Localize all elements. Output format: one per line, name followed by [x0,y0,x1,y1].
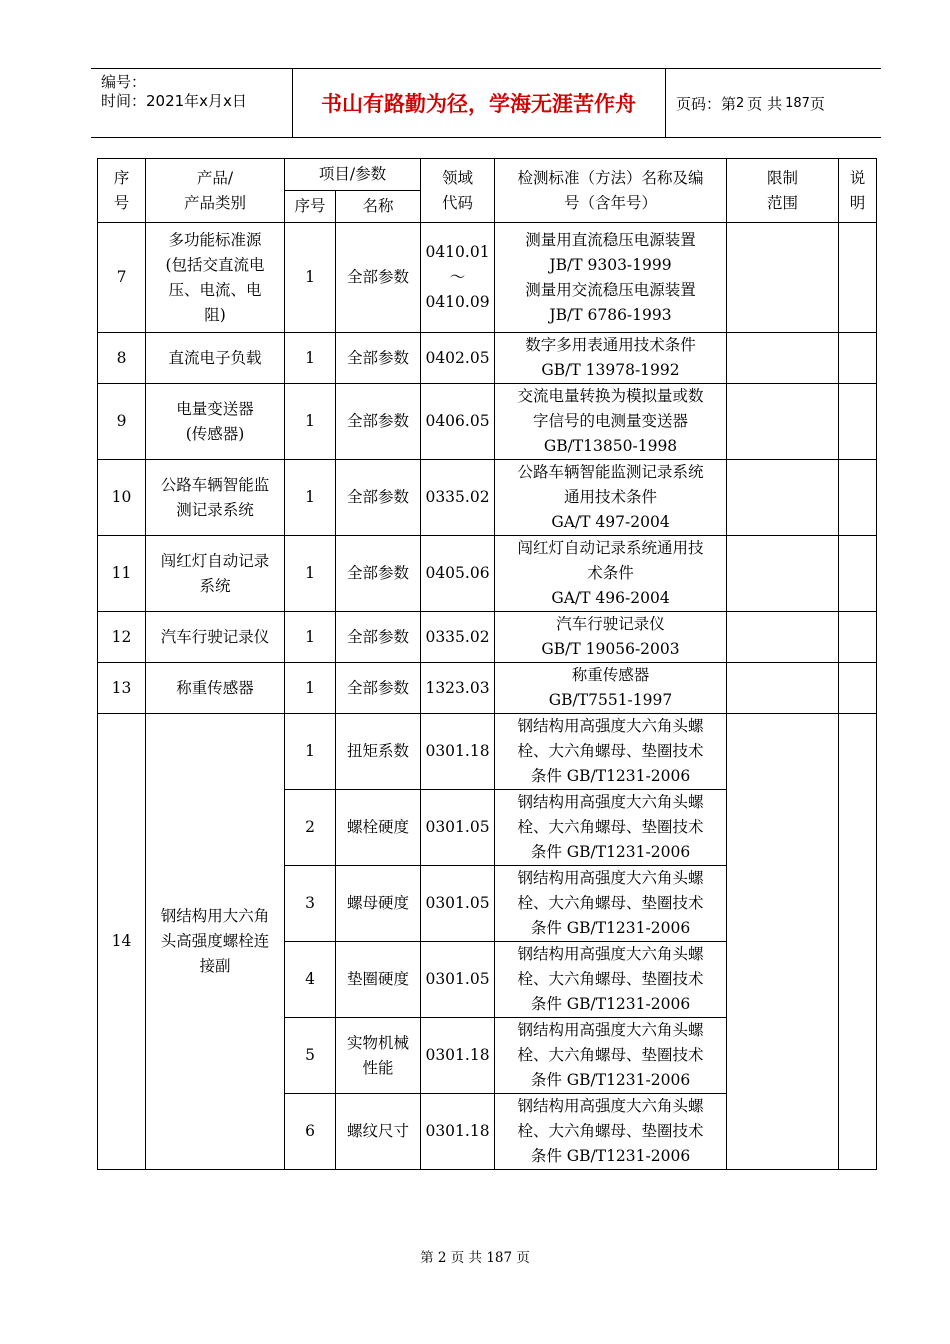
cell-line: 实物机械 [347,1033,410,1052]
cell-line: 螺纹尺寸 [347,1122,410,1140]
cell-line: 电量变送器 [176,399,254,418]
cell-line: 汽车行驶记录仪 [160,627,270,646]
cell-line: 扭矩系数 [347,742,410,760]
header-standard [495,159,727,223]
cell-standard [495,866,727,942]
cell-line: GA/T 496-2004 [551,589,670,607]
cell-item-name [336,866,421,942]
cell-line: 通用技术条件 [564,488,658,506]
cell-line: 公路车辆智能监测记录系统 [517,463,704,481]
header-standard-text: 号（含年号） [564,193,658,212]
table-row [98,612,877,663]
cell-line: 字信号的电测量变送器 [533,412,689,430]
cell-domain: 0301.18 [421,714,495,790]
header-meta [101,73,247,111]
cell-line: 性能 [362,1058,394,1077]
cell-standard [495,790,727,866]
header-sub-name: 名称 [336,191,421,223]
cell-seq: 10 [98,460,146,536]
header-sub-seq: 序号 [285,191,336,223]
cell-line: 直流电子负载 [168,348,262,367]
header-seq-text: 号 [113,193,130,212]
cell-item-seq: 3 [285,866,336,942]
cell-note [839,714,877,1170]
doc-number-label: 编号： [101,73,147,91]
cell-line: GB/T 19056-2003 [541,640,680,658]
header-page-info [676,69,825,137]
cell-line: GB/T13850-1998 [543,437,678,455]
cell-seq: 8 [98,333,146,384]
cell-product [146,536,285,612]
table-header-row [98,159,877,191]
cell-line: 0406.05 [425,412,490,430]
cell-limit [727,333,839,384]
header-item-param: 项目/参数 [285,159,421,191]
cell-line: 钢结构用高强度大六角头螺 [517,1097,704,1115]
cell-item-seq: 1 [285,714,336,790]
cell-domain: 0301.18 [421,1094,495,1170]
cell-seq: 7 [98,223,146,333]
cell-standard [495,663,727,714]
header-standard-text: 检测标准（方法）名称及编 [517,168,704,187]
page-footer: 第 2 页 共 187 页 [420,1250,530,1266]
cell-item-name [336,1018,421,1094]
header-domain-text: 代码 [442,193,474,212]
cell-line: 栓、大六角螺母、垫圈技术 [517,1046,704,1064]
header-seq-text: 序 [113,168,130,187]
cell-line: 栓、大六角螺母、垫圈技术 [517,1122,704,1140]
cell-note [839,460,877,536]
cell-standard [495,942,727,1018]
cell-line: GB/T 13978-1992 [541,361,680,379]
header-seq [98,159,146,223]
cell-item-name: 全部参数 [336,223,421,333]
cell-line: 1323.03 [425,678,490,697]
cell-item-seq: 1 [285,333,336,384]
cell-limit [727,714,839,1170]
cell-line: 栓、大六角螺母、垫圈技术 [517,970,704,988]
cell-item-seq: 4 [285,942,336,1018]
cell-line: 测记录系统 [176,500,254,519]
cell-item-name: 全部参数 [336,536,421,612]
cell-line: 闯红灯自动记录 [160,551,270,570]
cell-domain [421,223,495,333]
cell-line: 钢结构用高强度大六角头螺 [517,793,704,811]
cell-line: 头高强度螺栓连 [160,932,270,950]
cell-line: 垫圈硬度 [347,970,410,988]
cell-line: 公路车辆智能监 [160,475,270,494]
cell-line: ～ [449,268,466,286]
cell-standard [495,223,727,333]
cell-item-name [336,714,421,790]
cell-item-name [336,790,421,866]
cell-line: JB/T 9303-1999 [549,255,672,274]
cell-domain [421,384,495,460]
cell-limit [727,460,839,536]
cell-line: 0335.02 [425,488,490,506]
cell-item-seq: 1 [285,460,336,536]
cell-line: 术条件 [587,564,634,582]
cell-domain: 0301.05 [421,942,495,1018]
page-header [91,68,881,138]
table-row [98,460,877,536]
cell-seq: 13 [98,663,146,714]
cell-item-name: 全部参数 [336,460,421,536]
cell-domain [421,612,495,663]
cell-standard [495,714,727,790]
cell-note [839,612,877,663]
table-row [98,223,877,333]
table-row [98,384,877,460]
header-limit-text: 范围 [767,193,799,212]
cell-line: 接副 [199,957,231,975]
cell-domain [421,460,495,536]
doc-time: 时间：2021年x月x日 [101,92,247,110]
cell-note [839,333,877,384]
cell-item-name: 全部参数 [336,663,421,714]
cell-item-name: 全部参数 [336,333,421,384]
cell-product [146,663,285,714]
cell-line: 栓、大六角螺母、垫圈技术 [517,742,704,760]
cell-standard [495,460,727,536]
cell-line: JB/T 6786-1993 [549,305,672,324]
cell-standard [495,1094,727,1170]
cell-product [146,714,285,1170]
cell-line: 0410.01 [425,243,490,261]
cell-line: 0410.09 [425,293,490,311]
cell-item-seq: 6 [285,1094,336,1170]
cell-line: 条件 GB/T1231-2006 [530,919,691,937]
cell-line: 螺母硬度 [347,894,410,912]
cell-line: 称重传感器 [571,666,650,684]
table-row [98,663,877,714]
cell-item-name [336,942,421,1018]
header-limit [727,159,839,223]
cell-line: 交流电量转换为模拟量或数 [517,387,704,405]
cell-line: 条件 GB/T1231-2006 [530,995,691,1013]
header-domain-text: 领域 [442,168,474,187]
cell-line: (包括交直流电 [165,255,265,274]
header-product-text: 产品/ [196,168,234,187]
header-note-text: 说 [849,168,866,187]
cell-standard [495,612,727,663]
table-row [98,714,877,790]
cell-domain [421,663,495,714]
cell-limit [727,536,839,612]
cell-item-seq: 5 [285,1018,336,1094]
cell-standard [495,536,727,612]
cell-line: GA/T 497-2004 [551,513,670,531]
cell-line: 测量用直流稳压电源装置 [525,230,696,249]
table-body [98,159,877,1170]
cell-line: GB/T7551-1997 [548,691,673,709]
page-prefix: 页码：第 [676,94,737,113]
cell-line: 称重传感器 [176,678,254,697]
header-domain-code [421,159,495,223]
cell-line: 0335.02 [425,627,490,646]
cell-line: 条件 GB/T1231-2006 [530,1071,691,1089]
cell-line: 数字多用表通用技术条件 [525,336,696,354]
cell-limit [727,223,839,333]
cell-standard [495,1018,727,1094]
cell-line: 钢结构用高强度大六角头螺 [517,717,704,735]
header-divider [665,69,666,137]
cell-line: 螺栓硬度 [347,818,410,836]
cell-product [146,223,285,333]
header-product-text: 产品类别 [183,193,246,212]
cell-item-seq: 1 [285,223,336,333]
cell-product [146,460,285,536]
cell-item-name: 全部参数 [336,612,421,663]
cell-product [146,333,285,384]
header-product [146,159,285,223]
cell-product [146,384,285,460]
cell-domain [421,536,495,612]
cell-item-seq: 1 [285,384,336,460]
cell-line: 0402.05 [425,348,490,367]
standards-table [97,158,877,1170]
cell-note [839,223,877,333]
page-total: 187 [785,95,810,111]
cell-line: 钢结构用大六角 [160,907,270,925]
cell-line: 系统 [199,576,231,595]
cell-seq: 12 [98,612,146,663]
cell-item-seq: 1 [285,612,336,663]
cell-item-name [336,1094,421,1170]
cell-limit [727,384,839,460]
table-row [98,536,877,612]
cell-line: 阻) [204,305,226,324]
cell-item-seq: 1 [285,663,336,714]
cell-line: 测量用交流稳压电源装置 [525,280,696,299]
cell-line: 钢结构用高强度大六角头螺 [517,869,704,887]
cell-domain: 0301.18 [421,1018,495,1094]
cell-line: 多功能标准源 [168,230,262,249]
cell-line: 汽车行驶记录仪 [556,615,665,633]
cell-line: 条件 GB/T1231-2006 [530,767,691,785]
cell-line: 0405.06 [425,564,490,582]
cell-line: 条件 GB/T1231-2006 [530,843,691,861]
cell-line: 栓、大六角螺母、垫圈技术 [517,818,704,836]
header-note [839,159,877,223]
header-motto: 书山有路勤为径，学海无涯苦作舟 [321,92,636,116]
cell-limit [727,612,839,663]
page-mid: 页 共 [747,94,783,113]
cell-item-name: 全部参数 [336,384,421,460]
cell-line: 钢结构用高强度大六角头螺 [517,1021,704,1039]
page-suffix: 页 [809,94,825,113]
cell-standard [495,384,727,460]
cell-domain: 0301.05 [421,790,495,866]
cell-line: 闯红灯自动记录系统通用技 [517,539,704,557]
cell-note [839,384,877,460]
cell-seq: 9 [98,384,146,460]
cell-standard [495,333,727,384]
cell-domain: 0301.05 [421,866,495,942]
table-row [98,333,877,384]
cell-line: 条件 GB/T1231-2006 [530,1147,691,1165]
header-note-text: 明 [849,193,866,212]
cell-product [146,612,285,663]
cell-seq: 11 [98,536,146,612]
cell-line: (传感器) [185,424,245,443]
cell-note [839,536,877,612]
cell-line: 栓、大六角螺母、垫圈技术 [517,894,704,912]
cell-note [839,663,877,714]
cell-seq: 14 [98,714,146,1170]
header-limit-text: 限制 [767,168,799,187]
cell-line: 压、电流、电 [168,280,262,299]
cell-limit [727,663,839,714]
page-number: 2 [736,95,745,111]
cell-domain [421,333,495,384]
cell-line: 钢结构用高强度大六角头螺 [517,945,704,963]
cell-item-seq: 2 [285,790,336,866]
cell-item-seq: 1 [285,536,336,612]
